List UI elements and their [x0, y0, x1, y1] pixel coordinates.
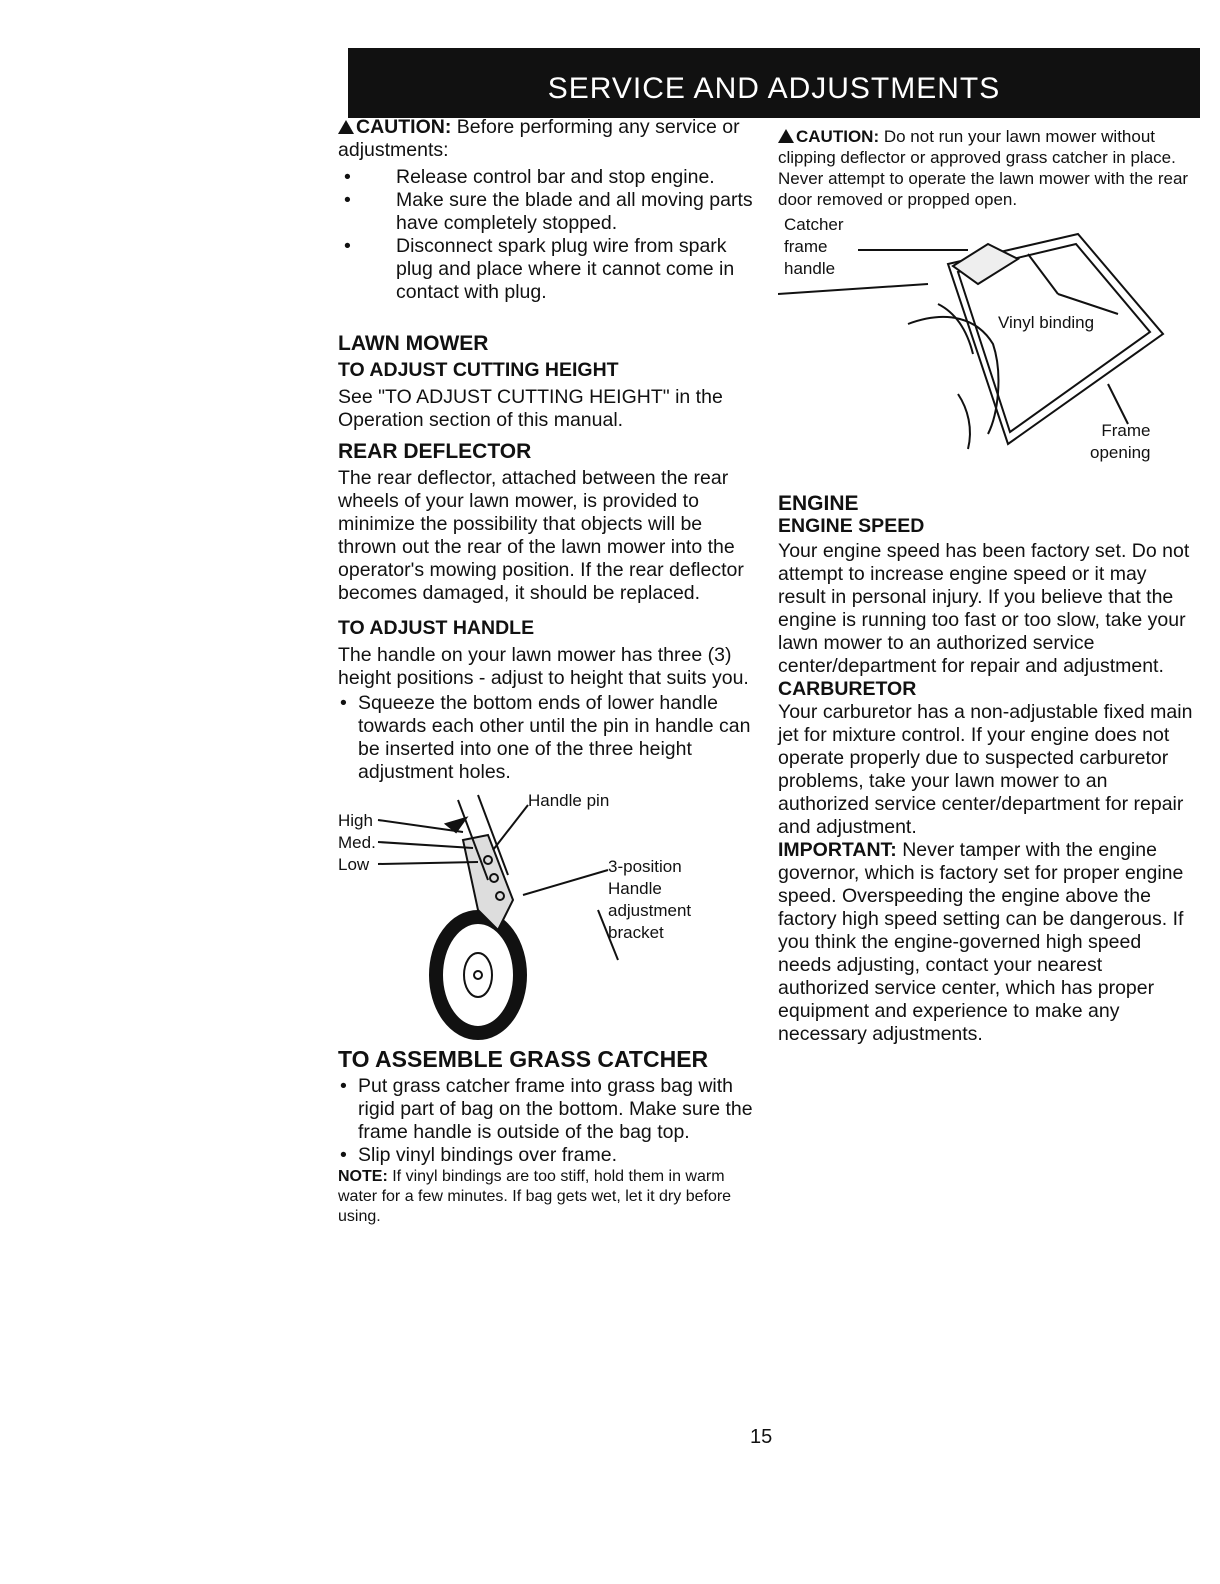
bracket-label-line: 3-position [608, 857, 682, 876]
med-label: Med. [338, 833, 376, 852]
grass-catcher-heading: TO ASSEMBLE GRASS CATCHER [338, 1046, 709, 1072]
carburetor-heading: CARBURETOR [778, 678, 917, 700]
catcher-label-line: frame [784, 237, 828, 256]
cutting-height-text: See "TO ADJUST CUTTING HEIGHT" in the Operation section of this manual. [338, 386, 723, 431]
caution-paragraph [338, 116, 758, 162]
carburetor-text: Your carburetor has a non-adjustable fixed main jet for mixture control. If your engine does not operate properly due to suspected carburetor problems, take your lawn mower to an authorized service center/department for repair and adjustment. [778, 701, 1193, 838]
adjust-handle-heading: TO ADJUST HANDLE [338, 617, 535, 639]
grass-catcher-figure [778, 214, 1198, 484]
note-text: If vinyl bindings are too stiff, hold them in warm water for a few minutes. If bag gets wet, let it dry before using. [338, 1168, 732, 1225]
bracket-label [608, 856, 691, 944]
low-label: Low [338, 855, 370, 874]
handle-bracket-illustration [338, 790, 758, 1040]
list-item: • Squeeze the bottom ends of lower handle towards each other until the pin in handle can be inserted into one of the three height adjustment holes. [338, 692, 758, 784]
note-label: NOTE: [338, 1168, 388, 1185]
cutting-height-heading: TO ADJUST CUTTING HEIGHT [338, 359, 619, 381]
high-label: High [338, 811, 373, 830]
warning-triangle-icon [338, 120, 354, 134]
list-item: • Make sure the blade and all moving parts have completely stopped. [338, 189, 758, 235]
lawn-mower-heading: LAWN MOWER [338, 332, 489, 355]
list-item: • Disconnect spark plug wire from spark plug and place where it cannot come in contact with plug. [338, 235, 758, 304]
note-paragraph [338, 1167, 758, 1227]
caution-text: Before performing any service or adjustments: [338, 116, 740, 161]
caution-paragraph [778, 126, 1198, 210]
list-item: • Slip vinyl bindings over frame. [338, 1144, 758, 1167]
list-item: • Release control bar and stop engine. [338, 166, 758, 189]
handle-pin-label: Handle pin [528, 791, 610, 810]
warning-triangle-icon [778, 129, 794, 143]
page-number: 15 [750, 1426, 773, 1448]
grass-catcher-list [338, 1075, 758, 1167]
right-column [778, 126, 1198, 1046]
important-paragraph [778, 839, 1198, 1046]
engine-speed-heading: ENGINE SPEED [778, 515, 925, 537]
caution-text: Do not run your lawn mower without clipping deflector or approved grass catcher in place. Never attempt to operate the lawn mower with the rear door removed or propped open. [778, 127, 1189, 209]
adjust-handle-text: The handle on your lawn mower has three (3) height positions - adjust to height that suits you. [338, 644, 749, 689]
important-label: IMPORTANT: [778, 839, 897, 861]
caution-label: CAUTION: [356, 116, 452, 138]
bracket-label-line: Handle [608, 879, 662, 898]
engine-speed-text: Your engine speed has been factory set. Do not attempt to increase engine speed or it may result in personal injury. If you believe that the engine is running too fast or too slow, take your lawn mower to an authorized service center/department for repair and adjustment. [778, 540, 1190, 677]
catcher-frame-handle-label [784, 214, 844, 280]
rear-deflector-text: The rear deflector, attached between the rear wheels of your lawn mower, is provided to minimize the possibility that objects will be thrown out the rear of the lawn mower into the operator's mowing position. If the rear deflector becomes damaged, it should be replaced. [338, 467, 744, 604]
important-text: Never tamper with the engine governor, which is factory set for proper engine speed. Overspeeding the engine above the factory high speed setting can be dangerous. If you think the engine-governed high speed needs adjusting, contact your nearest authorized service center, which has proper equipment and experience to make any necessary adjustments. [778, 839, 1184, 1045]
catcher-label-line: handle [784, 259, 836, 278]
caution-label: CAUTION: [796, 127, 880, 146]
vinyl-binding-label: Vinyl binding [998, 313, 1095, 332]
handle-adjustment-figure [338, 790, 758, 1040]
list-item: • Put grass catcher frame into grass bag with rigid part of bag on the bottom. Make sure the frame handle is outside of the bag top. [338, 1075, 758, 1144]
left-column [338, 116, 758, 1227]
bracket-label-line: bracket [608, 923, 664, 942]
frame-opening-line: Frame [1101, 421, 1151, 440]
bracket-label-line: adjustment [608, 901, 692, 920]
rear-deflector-heading: REAR DEFLECTOR [338, 440, 532, 463]
caution-bullet-list [338, 166, 758, 304]
frame-opening-label [1090, 420, 1151, 464]
section-banner [348, 48, 1200, 118]
frame-opening-line: opening [1090, 443, 1151, 462]
catcher-label-line: Catcher [784, 215, 844, 234]
section-title: SERVICE AND ADJUSTMENTS [547, 72, 1001, 105]
engine-heading: ENGINE [778, 492, 859, 515]
adjust-handle-list [338, 692, 758, 784]
